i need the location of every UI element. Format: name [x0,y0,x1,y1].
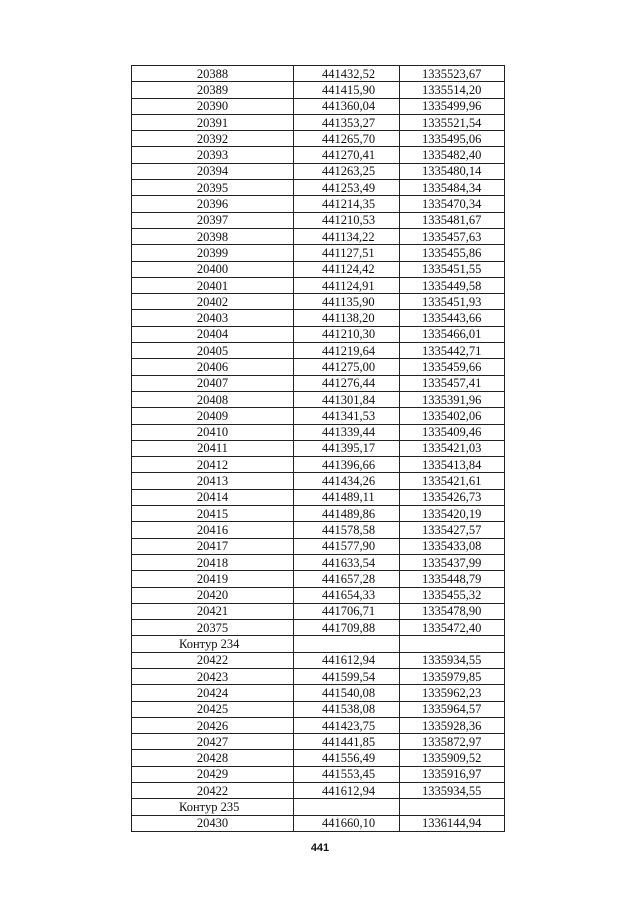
y-coordinate-cell: 1335466,01 [400,326,505,342]
table-row [132,668,505,684]
y-coordinate-cell: 1335964,57 [400,701,505,717]
table-row [132,359,505,375]
point-id-cell: 20425 [132,701,294,717]
y-coordinate-cell: 1335916,97 [400,766,505,782]
section-row [132,636,505,652]
point-id-cell: 20429 [132,766,294,782]
point-id-cell: 20391 [132,114,294,130]
table-row [132,424,505,440]
x-coordinate-cell: 441214,35 [294,196,400,212]
x-coordinate-cell: 441253,49 [294,180,400,196]
x-coordinate-cell [294,799,400,815]
table-row [132,766,505,782]
point-id-cell: 20416 [132,522,294,538]
table-row [132,212,505,228]
y-coordinate-cell: 1335427,57 [400,522,505,538]
y-coordinate-cell: 1335420,19 [400,506,505,522]
table-row [132,571,505,587]
point-id-cell: 20406 [132,359,294,375]
y-coordinate-cell: 1335481,67 [400,212,505,228]
point-id-cell: 20389 [132,82,294,98]
x-coordinate-cell: 441275,00 [294,359,400,375]
x-coordinate-cell: 441124,91 [294,277,400,293]
table-row [132,375,505,391]
point-id-cell: 20415 [132,506,294,522]
y-coordinate-cell [400,799,505,815]
point-id-cell: 20395 [132,180,294,196]
point-id-cell: 20375 [132,620,294,636]
table-row [132,131,505,147]
table-row [132,473,505,489]
point-id-cell: 20417 [132,538,294,554]
point-id-cell: 20398 [132,228,294,244]
point-id-cell: 20404 [132,326,294,342]
point-id-cell: 20409 [132,408,294,424]
table-row [132,310,505,326]
y-coordinate-cell: 1335482,40 [400,147,505,163]
x-coordinate-cell: 441423,75 [294,717,400,733]
page-number: 441 [310,842,330,854]
point-id-cell: 20407 [132,375,294,391]
x-coordinate-cell: 441489,86 [294,506,400,522]
table-row [132,277,505,293]
table-row [132,734,505,750]
table-row [132,326,505,342]
y-coordinate-cell [400,636,505,652]
table-row [132,98,505,114]
x-coordinate-cell: 441578,58 [294,522,400,538]
table-row [132,489,505,505]
point-id-cell: 20405 [132,343,294,359]
y-coordinate-cell: 1335459,66 [400,359,505,375]
y-coordinate-cell: 1335449,58 [400,277,505,293]
point-id-cell: 20421 [132,603,294,619]
x-coordinate-cell: 441489,11 [294,489,400,505]
y-coordinate-cell: 1335437,99 [400,554,505,570]
point-id-cell: 20428 [132,750,294,766]
table-row [132,783,505,799]
x-coordinate-cell: 441339,44 [294,424,400,440]
table-row [132,506,505,522]
x-coordinate-cell: 441633,54 [294,554,400,570]
x-coordinate-cell: 441210,30 [294,326,400,342]
x-coordinate-cell: 441219,64 [294,343,400,359]
y-coordinate-cell: 1335451,55 [400,261,505,277]
point-id-cell: 20397 [132,212,294,228]
y-coordinate-cell: 1335470,34 [400,196,505,212]
table-row [132,163,505,179]
x-coordinate-cell: 441612,94 [294,783,400,799]
y-coordinate-cell: 1336144,94 [400,815,505,831]
x-coordinate-cell: 441341,53 [294,408,400,424]
x-coordinate-cell: 441577,90 [294,538,400,554]
y-coordinate-cell: 1335484,34 [400,180,505,196]
table-row [132,391,505,407]
x-coordinate-cell: 441538,08 [294,701,400,717]
point-id-cell: 20399 [132,245,294,261]
y-coordinate-cell: 1335442,71 [400,343,505,359]
point-id-cell: 20419 [132,571,294,587]
x-coordinate-cell: 441654,33 [294,587,400,603]
x-coordinate-cell: 441396,66 [294,457,400,473]
table-row [132,701,505,717]
x-coordinate-cell: 441127,51 [294,245,400,261]
y-coordinate-cell: 1335495,06 [400,131,505,147]
y-coordinate-cell: 1335472,40 [400,620,505,636]
x-coordinate-cell: 441660,10 [294,815,400,831]
x-coordinate-cell: 441706,71 [294,603,400,619]
x-coordinate-cell: 441612,94 [294,652,400,668]
x-coordinate-cell: 441709,88 [294,620,400,636]
table-row [132,180,505,196]
y-coordinate-cell: 1335391,96 [400,391,505,407]
section-row [132,799,505,815]
point-id-cell: 20388 [132,66,294,82]
x-coordinate-cell: 441432,52 [294,66,400,82]
point-id-cell: 20414 [132,489,294,505]
table-row [132,457,505,473]
x-coordinate-cell: 441265,70 [294,131,400,147]
x-coordinate-cell: 441270,41 [294,147,400,163]
section-label-cell: Контур 235 [132,799,294,815]
y-coordinate-cell: 1335928,36 [400,717,505,733]
x-coordinate-cell: 441556,49 [294,750,400,766]
x-coordinate-cell: 441124,42 [294,261,400,277]
y-coordinate-cell: 1335478,90 [400,603,505,619]
point-id-cell: 20424 [132,685,294,701]
point-id-cell: 20403 [132,310,294,326]
point-id-cell: 20426 [132,717,294,733]
x-coordinate-cell: 441415,90 [294,82,400,98]
point-id-cell: 20422 [132,783,294,799]
x-coordinate-cell [294,636,400,652]
table-row [132,440,505,456]
y-coordinate-cell: 1335443,66 [400,310,505,326]
table-row [132,750,505,766]
y-coordinate-cell: 1335962,23 [400,685,505,701]
table-row [132,815,505,831]
coordinates-table [131,65,505,832]
y-coordinate-cell: 1335979,85 [400,668,505,684]
y-coordinate-cell: 1335934,55 [400,652,505,668]
table-row [132,245,505,261]
table-row [132,554,505,570]
x-coordinate-cell: 441210,53 [294,212,400,228]
point-id-cell: 20396 [132,196,294,212]
x-coordinate-cell: 441301,84 [294,391,400,407]
table-row [132,522,505,538]
y-coordinate-cell: 1335413,84 [400,457,505,473]
point-id-cell: 20393 [132,147,294,163]
y-coordinate-cell: 1335455,86 [400,245,505,261]
table-row [132,587,505,603]
table-row [132,343,505,359]
x-coordinate-cell: 441138,20 [294,310,400,326]
y-coordinate-cell: 1335521,54 [400,114,505,130]
y-coordinate-cell: 1335426,73 [400,489,505,505]
section-label-cell: Контур 234 [132,636,294,652]
y-coordinate-cell: 1335421,61 [400,473,505,489]
table-row [132,685,505,701]
point-id-cell: 20410 [132,424,294,440]
table-row [132,82,505,98]
x-coordinate-cell: 441657,28 [294,571,400,587]
point-id-cell: 20392 [132,131,294,147]
x-coordinate-cell: 441540,08 [294,685,400,701]
table-row [132,408,505,424]
x-coordinate-cell: 441553,45 [294,766,400,782]
table-body [132,66,505,832]
y-coordinate-cell: 1335457,41 [400,375,505,391]
y-coordinate-cell: 1335909,52 [400,750,505,766]
y-coordinate-cell: 1335421,03 [400,440,505,456]
y-coordinate-cell: 1335457,63 [400,228,505,244]
table-row [132,603,505,619]
point-id-cell: 20408 [132,391,294,407]
table-row [132,66,505,82]
point-id-cell: 20401 [132,277,294,293]
table-row [132,261,505,277]
point-id-cell: 20411 [132,440,294,456]
table-row [132,538,505,554]
x-coordinate-cell: 441360,04 [294,98,400,114]
y-coordinate-cell: 1335514,20 [400,82,505,98]
point-id-cell: 20422 [132,652,294,668]
point-id-cell: 20412 [132,457,294,473]
x-coordinate-cell: 441263,25 [294,163,400,179]
point-id-cell: 20394 [132,163,294,179]
x-coordinate-cell: 441395,17 [294,440,400,456]
table-row [132,147,505,163]
x-coordinate-cell: 441434,26 [294,473,400,489]
point-id-cell: 20427 [132,734,294,750]
y-coordinate-cell: 1335499,96 [400,98,505,114]
point-id-cell: 20420 [132,587,294,603]
point-id-cell: 20423 [132,668,294,684]
y-coordinate-cell: 1335455,32 [400,587,505,603]
x-coordinate-cell: 441353,27 [294,114,400,130]
point-id-cell: 20413 [132,473,294,489]
x-coordinate-cell: 441276,44 [294,375,400,391]
y-coordinate-cell: 1335523,67 [400,66,505,82]
y-coordinate-cell: 1335433,08 [400,538,505,554]
y-coordinate-cell: 1335934,55 [400,783,505,799]
x-coordinate-cell: 441135,90 [294,294,400,310]
point-id-cell: 20418 [132,554,294,570]
x-coordinate-cell: 441599,54 [294,668,400,684]
y-coordinate-cell: 1335448,79 [400,571,505,587]
point-id-cell: 20402 [132,294,294,310]
x-coordinate-cell: 441441,85 [294,734,400,750]
table-row [132,228,505,244]
table-row [132,620,505,636]
table-row [132,652,505,668]
point-id-cell: 20400 [132,261,294,277]
table-row [132,114,505,130]
y-coordinate-cell: 1335451,93 [400,294,505,310]
table-row [132,196,505,212]
y-coordinate-cell: 1335402,06 [400,408,505,424]
point-id-cell: 20430 [132,815,294,831]
table-row [132,294,505,310]
y-coordinate-cell: 1335872,97 [400,734,505,750]
x-coordinate-cell: 441134,22 [294,228,400,244]
point-id-cell: 20390 [132,98,294,114]
table-row [132,717,505,733]
y-coordinate-cell: 1335409,46 [400,424,505,440]
y-coordinate-cell: 1335480,14 [400,163,505,179]
